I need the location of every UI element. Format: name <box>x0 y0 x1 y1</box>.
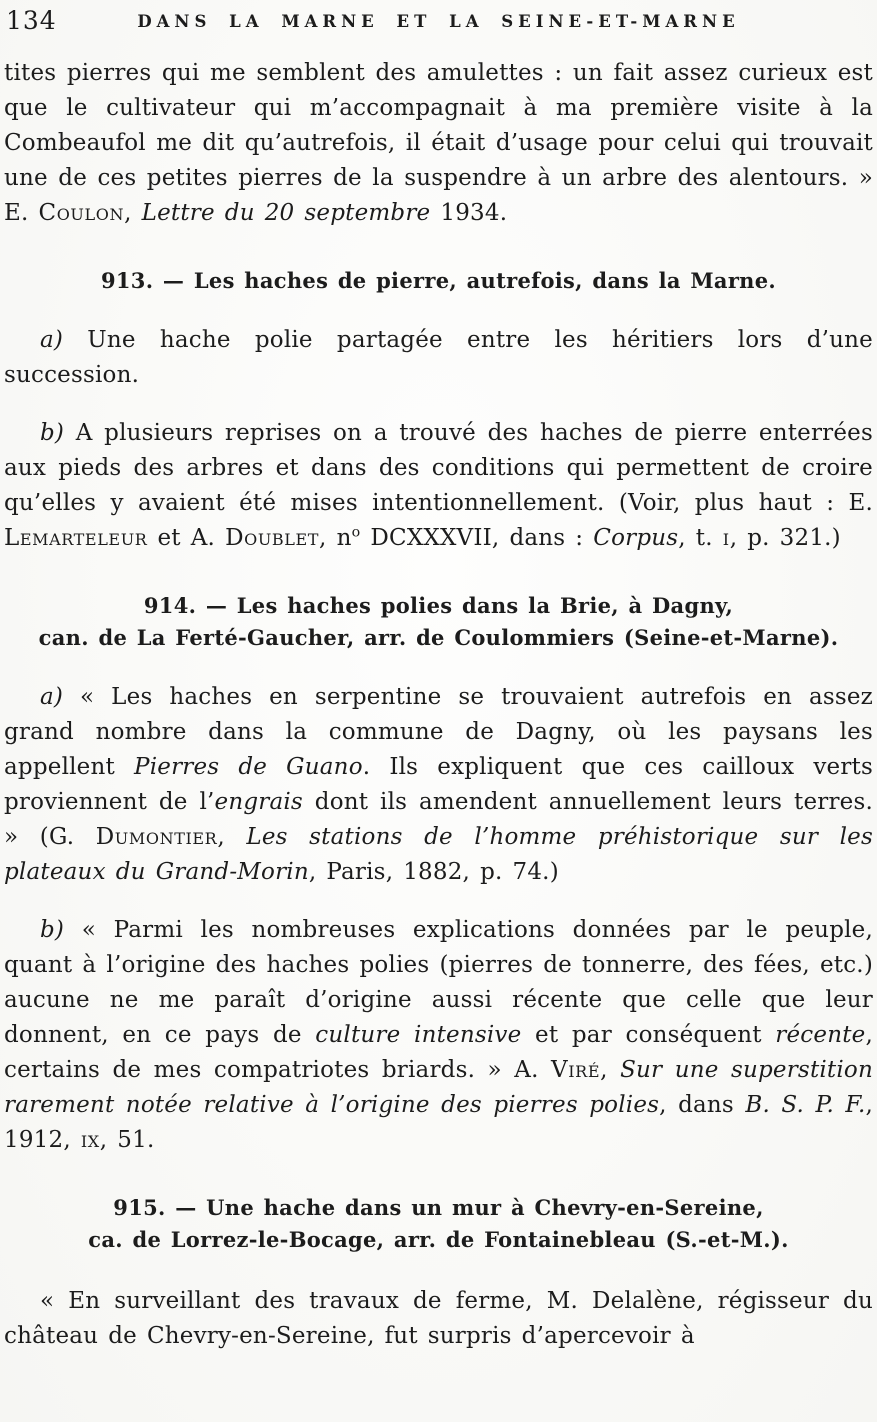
entry-915-heading <box>14 1192 863 1256</box>
text-segment: Lettre du 20 septembre <box>141 200 431 226</box>
text-segment: Les stations de l’homme préhistorique sur les plateaux du Grand-Morin <box>4 824 873 885</box>
text-segment: , dans <box>659 1092 746 1118</box>
text-segment: « Les haches en serpentine se trouvaient autrefois en assez grand nombre dans la commune de Dagny, où les paysans les appellent <box>4 684 873 780</box>
text-segment: 915. — Une hache dans un mur à Chevry-en-Sereine, <box>113 1195 764 1220</box>
text-segment: Dumontier <box>95 824 218 850</box>
entry-913-paragraph-a <box>4 323 873 393</box>
entry-915-paragraph <box>4 1284 873 1354</box>
text-segment: b) <box>40 420 65 446</box>
text-segment: , certains de mes compatriotes briards. » A. <box>4 1022 873 1083</box>
text-segment: , p. 321.) <box>729 525 841 551</box>
text-segment: , Paris, 1882, p. 74.) <box>308 859 559 885</box>
text-segment: A plusieurs reprises on a trouvé des haches de pierre enterrées aux pieds des arbres et dans des conditions qui permettent de croire qu’elles y avaient été mises intentionnellement. (Voir, plus haut : E. <box>4 420 873 516</box>
text-segment: « Parmi les nombreuses explications données par le peuple, quant à l’origine des haches polies (pierres de tonnerre, des fées, etc.) aucune ne me paraît d’origine aussi récente que celle que leur donnent, en ce pays de <box>4 917 873 1048</box>
text-segment: récente <box>775 1022 866 1048</box>
text-segment: i <box>722 525 730 551</box>
text-segment: DCXXXVII, dans : <box>360 525 594 551</box>
text-segment: Sur une superstition rarement notée relative à l’origine des pierres polies <box>4 1057 873 1118</box>
text-segment: , <box>217 824 247 850</box>
entry-914-paragraph-a <box>4 680 873 890</box>
text-segment: b) <box>40 917 65 943</box>
paragraph-continuation <box>4 56 873 231</box>
text-segment: a) <box>40 684 64 710</box>
text-segment: Coulon <box>38 200 125 226</box>
entry-913-paragraph-b <box>4 416 873 556</box>
text-segment: a) <box>40 327 64 353</box>
text-segment: Une hache polie partagée entre les héritiers lors d’une succession. <box>4 327 873 388</box>
text-segment: , n <box>319 525 352 551</box>
text-segment: , <box>124 200 142 226</box>
text-segment: Doublet <box>225 525 320 551</box>
entry-914-heading <box>14 590 863 654</box>
text-segment: can. de La Ferté-Gaucher, arr. de Coulommiers (Seine-et-Marne). <box>38 625 839 650</box>
text-segment: 914. — Les haches polies dans la Brie, à Dagny, <box>143 593 734 618</box>
running-header: DANS LA MARNE ET LA SEINE-ET-MARNE <box>137 12 740 31</box>
page-number: 134 <box>6 6 57 35</box>
text-segment: , 1912, <box>4 1092 873 1153</box>
text-segment: « En surveillant des travaux de ferme, M. Delalène, régisseur du château de Chevry-en-Sereine, fut surpris d’apercevoir à <box>4 1288 873 1349</box>
text-segment: engrais <box>214 789 303 815</box>
text-segment: Pierres de Guano <box>134 754 363 780</box>
text-segment: o <box>351 524 361 541</box>
text-segment: Lemarteleur <box>4 525 148 551</box>
entry-914-paragraph-b <box>4 913 873 1158</box>
text-segment: , 51. <box>99 1127 155 1153</box>
text-segment: culture intensive <box>315 1022 522 1048</box>
entry-913-heading <box>14 265 863 297</box>
text-segment: . Ils expliquent que ces cailloux verts proviennent de l’ <box>4 754 874 815</box>
text-segment: , t. <box>678 525 723 551</box>
text-segment: 913. — Les haches de pierre, autrefois, dans la Marne. <box>100 268 777 293</box>
text-segment: dont ils amendent annuellement leurs terres. » (G. <box>4 789 873 850</box>
text-segment: Viré <box>551 1057 601 1083</box>
text-segment: ca. de Lorrez-le-Bocage, arr. de Fontainebleau (S.-et-M.). <box>88 1227 789 1252</box>
text-segment: , <box>600 1057 621 1083</box>
text-segment: Corpus <box>593 525 679 551</box>
text-segment: et A. <box>147 525 226 551</box>
text-segment: ix <box>80 1127 100 1153</box>
text-segment: B. S. P. F. <box>745 1092 866 1118</box>
page-header <box>4 6 873 40</box>
page-body <box>4 56 873 1354</box>
text-segment: et par conséquent <box>521 1022 776 1048</box>
text-segment: tites pierres qui me semblent des amulettes : un fait assez curieux est que le cultivateur qui m’accompagnait à ma première visite à la Combeaufol me dit qu’autrefois, il était d’usage pour celui qui trouvait une de ces petites pierres de la suspendre à un arbre des alentours. » E. <box>4 60 873 226</box>
text-segment: 1934. <box>430 200 508 226</box>
